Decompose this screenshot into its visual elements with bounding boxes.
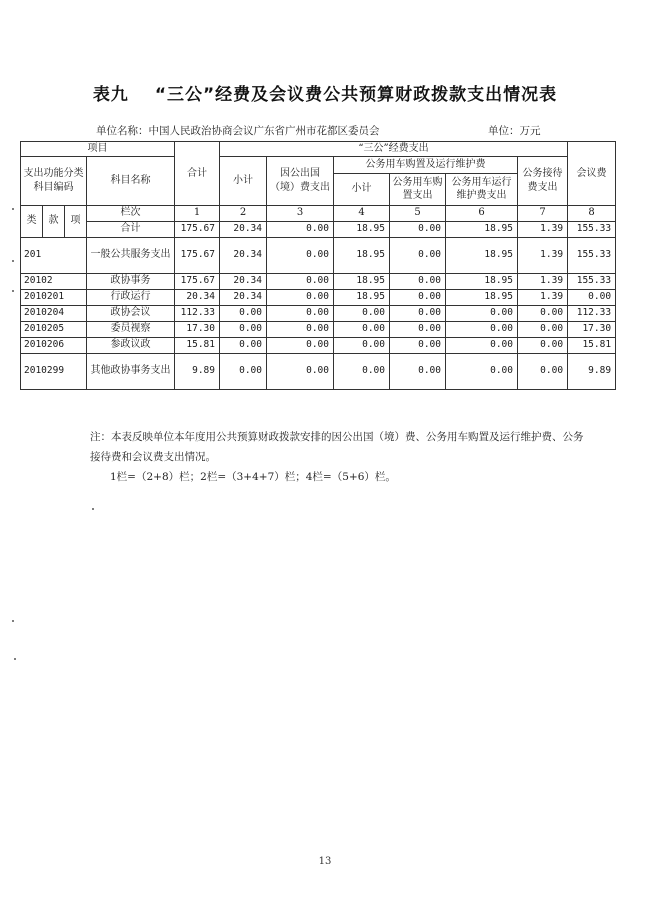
amount-cell: 17.30 xyxy=(568,321,616,337)
header-row-2 xyxy=(21,156,616,173)
total-value: 175.67 xyxy=(175,221,220,237)
amount-cell: 0.00 xyxy=(390,337,446,353)
header-xiang: 项 xyxy=(65,205,87,237)
amount-cell: 18.95 xyxy=(446,273,518,289)
scan-speck xyxy=(14,658,16,660)
subject-name: 政协事务 xyxy=(87,273,175,289)
table-row xyxy=(21,237,616,273)
amount-cell: 0.00 xyxy=(446,305,518,321)
amount-cell: 20.34 xyxy=(220,273,267,289)
function-code: 201 xyxy=(21,237,87,273)
amount-cell: 1.39 xyxy=(518,273,568,289)
header-vehicle-subtotal: 小计 xyxy=(334,173,390,205)
table-row xyxy=(21,289,616,305)
subject-name: 委员视察 xyxy=(87,321,175,337)
amount-cell: 112.33 xyxy=(568,305,616,321)
amount-cell: 0.00 xyxy=(334,321,390,337)
footnote-formula: 1栏=（2+8）栏；2栏=（3+4+7）栏；4栏=（5+6）栏。 xyxy=(110,471,396,483)
col-number: 4 xyxy=(334,205,390,221)
amount-cell: 9.89 xyxy=(175,353,220,389)
amount-cell: 0.00 xyxy=(267,237,334,273)
subject-name: 政协会议 xyxy=(87,305,175,321)
amount-cell: 0.00 xyxy=(518,337,568,353)
amount-cell: 0.00 xyxy=(390,321,446,337)
header-vehicle: 公务用车购置及运行维护费 xyxy=(334,156,518,173)
header-kuan: 款 xyxy=(43,205,65,237)
header-item: 项目 xyxy=(21,142,175,157)
amount-cell: 17.30 xyxy=(175,321,220,337)
header-sangong: “三公”经费支出 xyxy=(220,142,568,157)
amount-cell: 0.00 xyxy=(220,337,267,353)
amount-cell: 0.00 xyxy=(334,305,390,321)
function-code: 2010204 xyxy=(21,305,87,321)
amount-cell: 20.34 xyxy=(175,289,220,305)
total-value: 0.00 xyxy=(267,221,334,237)
col-number: 1 xyxy=(175,205,220,221)
amount-cell: 20.34 xyxy=(220,289,267,305)
header-subject-name: 科目名称 xyxy=(87,156,175,205)
amount-cell: 0.00 xyxy=(446,353,518,389)
amount-cell: 0.00 xyxy=(220,353,267,389)
amount-cell: 0.00 xyxy=(267,337,334,353)
header-abroad: 因公出国（境）费支出 xyxy=(267,156,334,205)
table-row xyxy=(21,305,616,321)
table-row xyxy=(21,353,616,389)
amount-cell: 0.00 xyxy=(390,273,446,289)
page-title xyxy=(0,80,650,105)
function-code: 20102 xyxy=(21,273,87,289)
total-row xyxy=(21,221,616,237)
column-row-label: 栏次 xyxy=(87,205,175,221)
amount-cell: 0.00 xyxy=(446,321,518,337)
amount-cell: 0.00 xyxy=(518,353,568,389)
scan-speck xyxy=(12,290,14,292)
amount-cell: 18.95 xyxy=(446,237,518,273)
amount-cell: 20.34 xyxy=(220,237,267,273)
total-value: 18.95 xyxy=(446,221,518,237)
amount-cell: 175.67 xyxy=(175,237,220,273)
header-vehicle-operation: 公务用车运行维护费支出 xyxy=(446,173,518,205)
amount-cell: 0.00 xyxy=(390,353,446,389)
amount-cell: 0.00 xyxy=(267,353,334,389)
header-vehicle-purchase: 公务用车购置支出 xyxy=(390,173,446,205)
total-value: 1.39 xyxy=(518,221,568,237)
header-total: 合计 xyxy=(175,142,220,206)
col-number: 5 xyxy=(390,205,446,221)
header-func-code: 支出功能分类科目编码 xyxy=(21,156,87,205)
header-lei: 类 xyxy=(21,205,43,237)
total-value: 18.95 xyxy=(334,221,390,237)
scan-speck xyxy=(92,508,94,510)
scan-speck xyxy=(12,260,14,262)
table-row xyxy=(21,321,616,337)
header-row-1 xyxy=(21,142,616,157)
amount-cell: 0.00 xyxy=(446,337,518,353)
total-value: 155.33 xyxy=(568,221,616,237)
amount-cell: 15.81 xyxy=(175,337,220,353)
total-value: 0.00 xyxy=(390,221,446,237)
amount-cell: 0.00 xyxy=(390,305,446,321)
amount-cell: 155.33 xyxy=(568,237,616,273)
function-code: 2010205 xyxy=(21,321,87,337)
unit-name: 单位名称：中国人民政治协商会议广东省广州市花都区委员会 xyxy=(96,125,380,137)
col-number: 7 xyxy=(518,205,568,221)
table-title-text: “三公”经费及会议费公共预算财政拨款支出情况表 xyxy=(154,85,558,105)
amount-cell: 9.89 xyxy=(568,353,616,389)
col-number: 8 xyxy=(568,205,616,221)
amount-cell: 18.95 xyxy=(334,289,390,305)
table-row xyxy=(21,273,616,289)
amount-cell: 0.00 xyxy=(334,337,390,353)
amount-cell: 0.00 xyxy=(267,321,334,337)
subject-name: 一般公共服务支出 xyxy=(87,237,175,273)
amount-cell: 0.00 xyxy=(334,353,390,389)
footnote-text: 注：本表反映单位本年度用公共预算财政拨款安排的因公出国（境）费、公务用车购置及运行维护费、公务接待费和会议费支出情况。 xyxy=(90,431,584,463)
amount-cell: 0.00 xyxy=(390,237,446,273)
scan-speck xyxy=(12,208,14,210)
table-row xyxy=(21,337,616,353)
amount-cell: 0.00 xyxy=(267,289,334,305)
amount-cell: 0.00 xyxy=(568,289,616,305)
subject-name: 行政运行 xyxy=(87,289,175,305)
subject-name: 参政议政 xyxy=(87,337,175,353)
amount-cell: 0.00 xyxy=(390,289,446,305)
amount-cell: 0.00 xyxy=(267,305,334,321)
amount-cell: 1.39 xyxy=(518,289,568,305)
amount-cell: 18.95 xyxy=(334,273,390,289)
amount-cell: 18.95 xyxy=(446,289,518,305)
amount-cell: 1.39 xyxy=(518,237,568,273)
scan-speck xyxy=(12,620,14,622)
amount-cell: 18.95 xyxy=(334,237,390,273)
amount-cell: 0.00 xyxy=(518,305,568,321)
header-subtotal: 小计 xyxy=(220,156,267,205)
amount-cell: 0.00 xyxy=(518,321,568,337)
col-number: 2 xyxy=(220,205,267,221)
col-number: 3 xyxy=(267,205,334,221)
footnote xyxy=(90,427,590,487)
amount-cell: 0.00 xyxy=(267,273,334,289)
total-row-label: 合计 xyxy=(87,221,175,237)
amount-cell: 175.67 xyxy=(175,273,220,289)
total-value: 20.34 xyxy=(220,221,267,237)
table-number: 表九 xyxy=(92,85,129,105)
amount-cell: 112.33 xyxy=(175,305,220,321)
function-code: 2010299 xyxy=(21,353,87,389)
page-number: 13 xyxy=(318,856,332,867)
function-code: 2010201 xyxy=(21,289,87,305)
function-code: 2010206 xyxy=(21,337,87,353)
amount-cell: 0.00 xyxy=(220,321,267,337)
amount-cell: 155.33 xyxy=(568,273,616,289)
currency-unit: 单位：万元 xyxy=(488,125,541,137)
header-meeting: 会议费 xyxy=(568,142,616,206)
expenditure-table xyxy=(20,141,616,390)
column-number-row xyxy=(21,205,616,221)
amount-cell: 15.81 xyxy=(568,337,616,353)
subject-name: 其他政协事务支出 xyxy=(87,353,175,389)
header-reception: 公务接待费支出 xyxy=(518,156,568,205)
col-number: 6 xyxy=(446,205,518,221)
amount-cell: 0.00 xyxy=(220,305,267,321)
